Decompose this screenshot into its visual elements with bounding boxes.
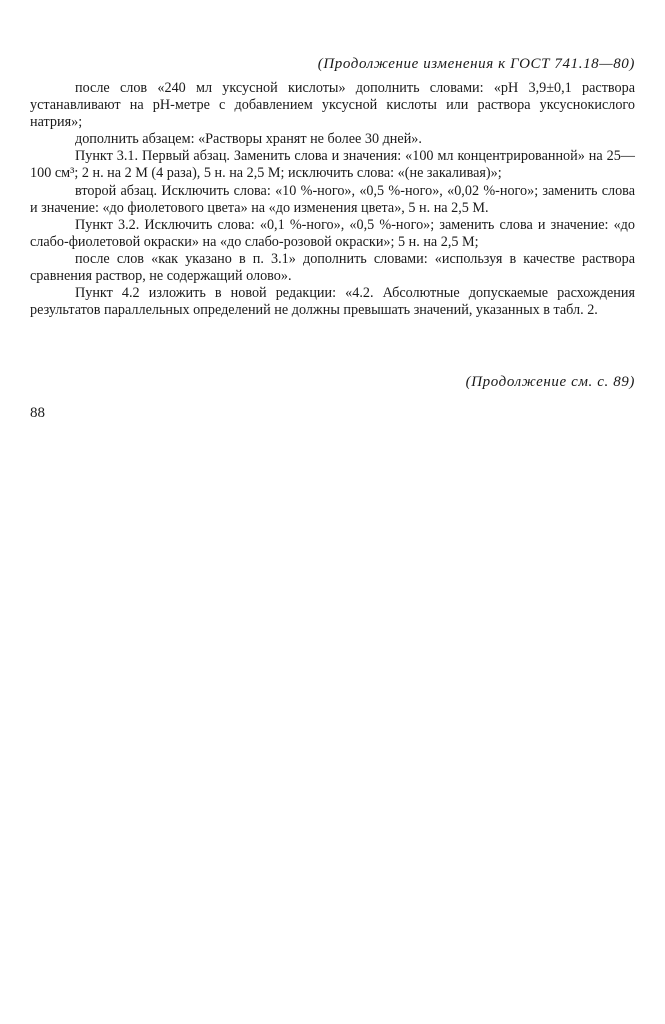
paragraph: после слов «как указано в п. 3.1» дополнить словами: «используя в качестве раствора сравнения раствор, не содержащий олово». (30, 250, 635, 285)
paragraph: Пункт 3.1. Первый абзац. Заменить слова и значения: «100 мл концентрированной» на 25—100 см³; 2 н. на 2 М (4 раза), 5 н. на 2,5 М; исключить слова: «(не закаливая)»; (30, 148, 635, 182)
continuation-header: (Продолжение изменения к ГОСТ 741.18—80) (317, 56, 635, 72)
page-number: 88 (30, 405, 45, 421)
paragraph: Пункт 3.2. Исключить слова: «0,1 %-ного», «0,5 %-ного»; заменить слова и значение: «до слабо-фиолетовой окраски» на «до слабо-розовой окраски»; 5 н. на 2,5 М; (30, 216, 635, 250)
amendment-body (30, 80, 635, 319)
paragraph: Пункт 4.2 изложить в новой редакции: «4.2. Абсолютные допускаемые расхождения результатов параллельных определений не должны превышать значений, указанных в табл. 2. (30, 285, 635, 319)
continuation-footer: (Продолжение см. с. 89) (465, 374, 635, 390)
paragraph: второй абзац. Исключить слова: «10 %-ного», «0,5 %-ного», «0,02 %-ного»; заменить слова и значение: «до фиолетового цвета» на «до изменения цвета», 5 н. на 2,5 М. (30, 182, 635, 216)
paragraph: дополнить абзацем: «Растворы хранят не более 30 дней». (75, 131, 422, 148)
paragraph: после слов «240 мл уксусной кислоты» дополнить словами: «рН 3,9±0,1 раствора устанавливают на рН-метре с добавлением уксусной кислоты или раствора уксуснокислого натрия»; (30, 80, 635, 131)
